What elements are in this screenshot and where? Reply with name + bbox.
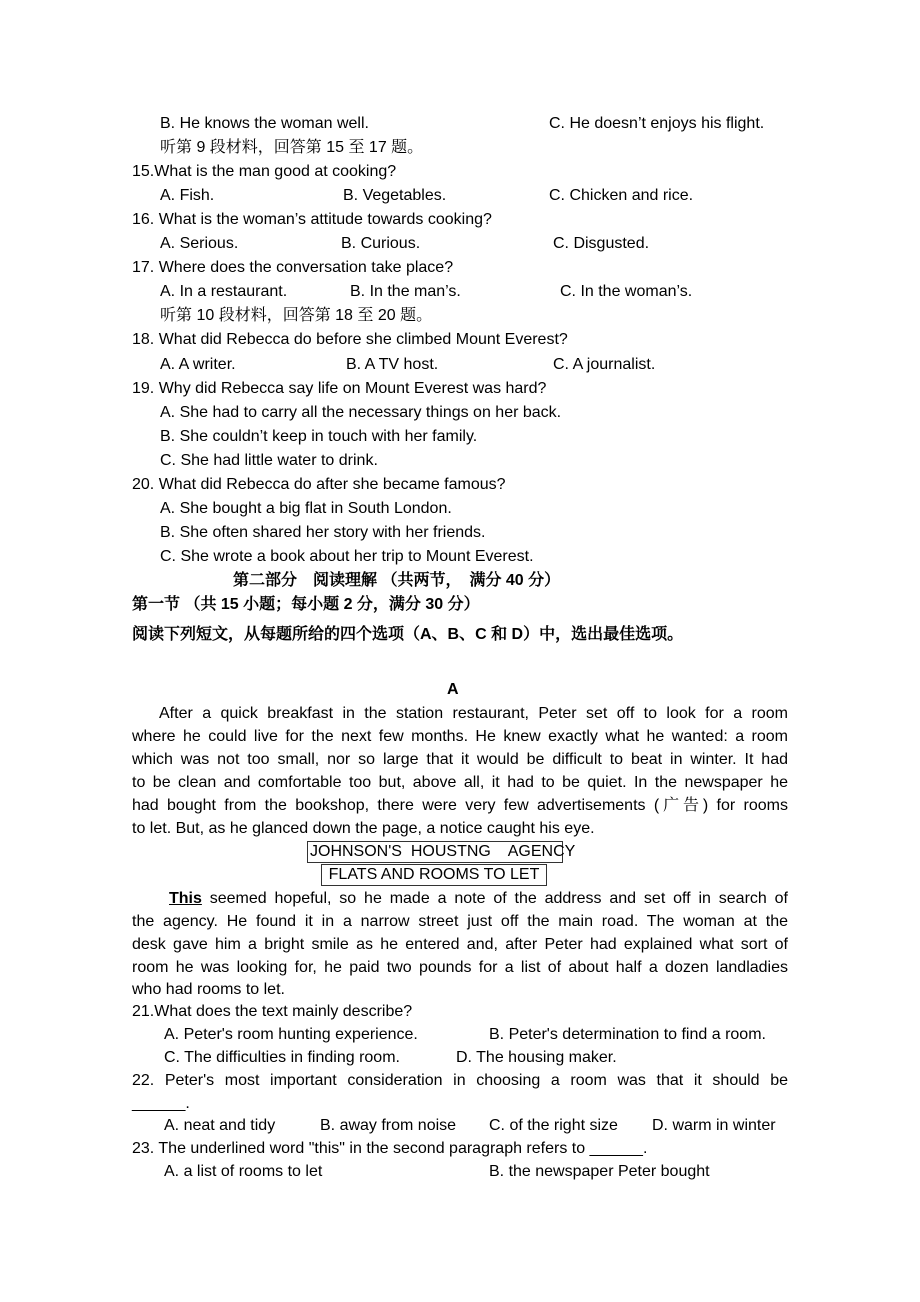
- q21-option-a: A. Peter's room hunting experience.: [164, 1026, 418, 1043]
- q15-option-b: B. Vegetables.: [343, 187, 447, 204]
- q16-question: 16. What is the woman’s attitude towards cooking?: [132, 211, 492, 228]
- q19-option-a: A. She had to carry all the necessary things on her back.: [160, 404, 562, 421]
- q16-option-b: B. Curious.: [341, 235, 421, 252]
- q18-option-b: B. A TV host.: [346, 356, 439, 373]
- q21-option-d: D. The housing maker.: [456, 1049, 617, 1066]
- q20-option-b: B. She often shared her story with her friends.: [160, 524, 486, 541]
- passage-label: A: [447, 681, 459, 698]
- paragraph-line: to be clean and comfortable too but, above all, it had to be quiet. In the newspaper he: [132, 774, 788, 791]
- paragraph-line: where he could live for the next few months. He knew exactly what he wanted: a room: [132, 728, 788, 745]
- section-9-instruction: 听第 9 段材料，回答第 15 至 17 题。: [160, 139, 424, 156]
- q22-option-d: D. warm in winter: [652, 1117, 776, 1134]
- q14-option-b: B. He knows the woman well.: [160, 115, 369, 132]
- q19-question: 19. Why did Rebecca say life on Mount Everest was hard?: [132, 380, 547, 397]
- q20-option-a: A. She bought a big flat in South London.: [160, 500, 452, 517]
- q21-question: 21.What does the text mainly describe?: [132, 1003, 413, 1020]
- paragraph-text: seemed hopeful, so he made a note of the address and set off in search of: [201, 890, 788, 907]
- paragraph-line: After a quick breakfast in the station restaurant, Peter set off to look for a room: [159, 705, 788, 722]
- q23-question: 23. The underlined word "this" in the second paragraph refers to ______.: [132, 1140, 648, 1157]
- paragraph-line: to let. But, as he glanced down the page, a notice caught his eye.: [132, 820, 595, 837]
- section-one-heading: 第一节 （共 15 小题；每小题 2 分，满分 30 分）: [132, 596, 480, 613]
- q19-option-c: C. She had little water to drink.: [160, 452, 378, 469]
- q22-option-c: C. of the right size: [489, 1117, 618, 1134]
- paragraph-line: the agency. He found it in a narrow street just off the main road. The woman at the: [132, 913, 788, 930]
- notice-title-box: JOHNSON'S HOUSTNG AGENCY: [307, 841, 563, 863]
- q15-option-a: A. Fish.: [160, 187, 215, 204]
- q18-option-c: C. A journalist.: [553, 356, 656, 373]
- underlined-word-this: This: [169, 890, 202, 907]
- q23-option-b: B. the newspaper Peter bought: [489, 1163, 710, 1180]
- q18-option-a: A. A writer.: [160, 356, 236, 373]
- q17-option-c: C. In the woman’s.: [560, 283, 693, 300]
- q15-option-c: C. Chicken and rice.: [549, 187, 694, 204]
- q21-option-b: B. Peter's determination to find a room.: [489, 1026, 766, 1043]
- reading-instruction: 阅读下列短文，从每题所给的四个选项（A、B、C 和 D）中，选出最佳选项。: [132, 626, 684, 643]
- q20-question: 20. What did Rebecca do after she became famous?: [132, 476, 506, 493]
- paragraph-line: room he was looking for, he paid two pounds for a list of about half a dozen landladies: [132, 959, 788, 976]
- section-10-instruction: 听第 10 段材料，回答第 18 至 20 题。: [160, 307, 433, 324]
- q22-option-a: A. neat and tidy: [164, 1117, 276, 1134]
- q22-option-b: B. away from noise: [320, 1117, 457, 1134]
- q17-question: 17. Where does the conversation take place?: [132, 259, 454, 276]
- paragraph-line: who had rooms to let.: [132, 981, 285, 998]
- q17-option-b: B. In the man’s.: [350, 283, 461, 300]
- q15-question: 15.What is the man good at cooking?: [132, 163, 397, 180]
- notice-subtitle-box: FLATS AND ROOMS TO LET: [321, 864, 547, 886]
- part-two-heading: 第二部分 阅读理解 （共两节， 满分 40 分）: [233, 572, 561, 589]
- q20-option-c: C. She wrote a book about her trip to Mount Everest.: [160, 548, 534, 565]
- q14-option-c: C. He doesn’t enjoys his flight.: [549, 115, 765, 132]
- paragraph-line: which was not too small, nor so large that it would be difficult to beat in winter. It had: [132, 751, 788, 768]
- paragraph-line: desk gave him a bright smile as he entered and, after Peter had explained what sort of: [132, 936, 788, 953]
- q18-question: 18. What did Rebecca do before she climbed Mount Everest?: [132, 331, 568, 348]
- q22-question: 22. Peter's most important consideration in choosing a room was that it should be: [132, 1072, 788, 1089]
- q23-option-a: A. a list of rooms to let: [164, 1163, 323, 1180]
- paragraph-line: had bought from the bookshop, there were very few advertisements (广告) for rooms: [132, 797, 788, 814]
- q17-option-a: A. In a restaurant.: [160, 283, 288, 300]
- q22-blank: ______.: [132, 1095, 190, 1112]
- q16-option-c: C. Disgusted.: [553, 235, 650, 252]
- q21-option-c: C. The difficulties in finding room.: [164, 1049, 400, 1066]
- paragraph-line: [132, 888, 788, 910]
- q19-option-b: B. She couldn’t keep in touch with her family.: [160, 428, 478, 445]
- q16-option-a: A. Serious.: [160, 235, 239, 252]
